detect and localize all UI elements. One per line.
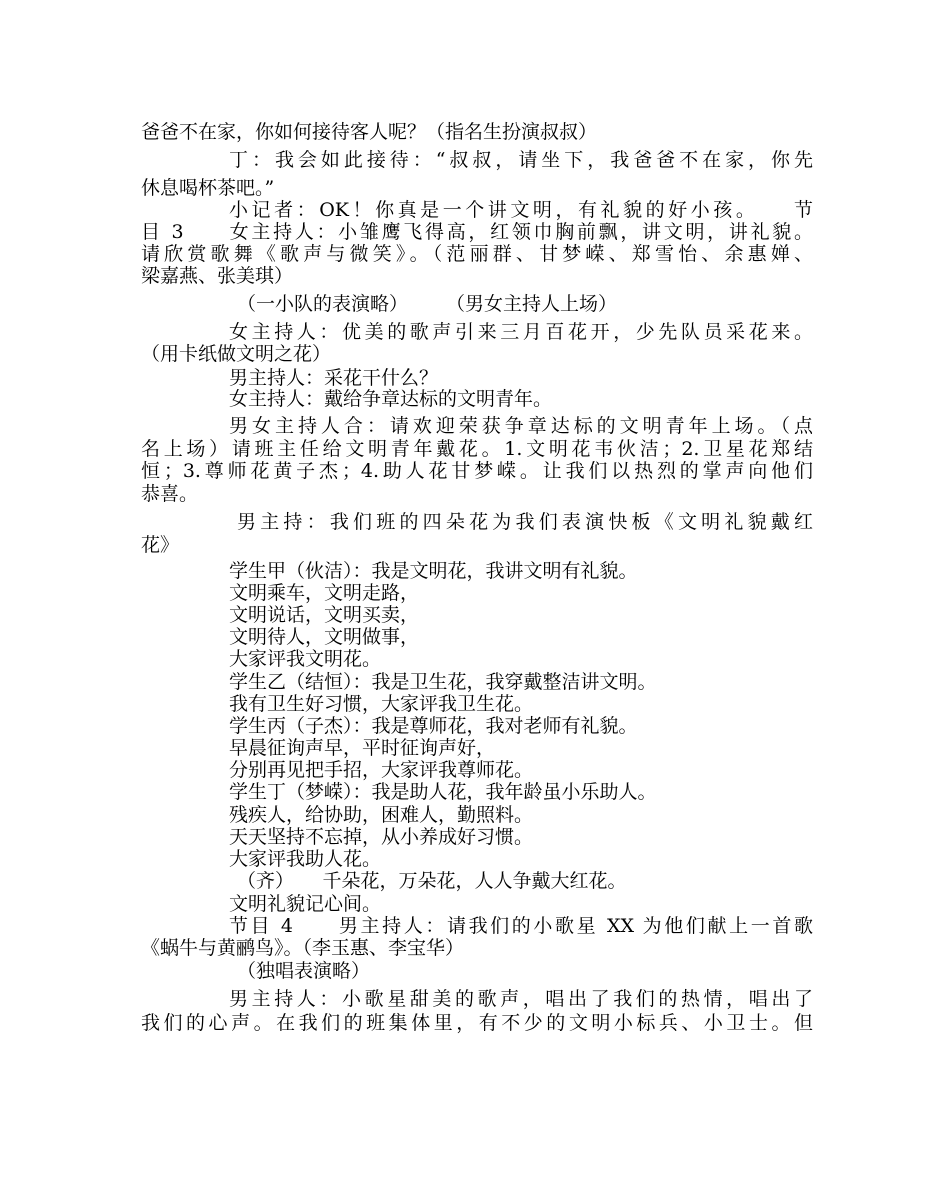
text-line: 恭喜。 bbox=[141, 483, 199, 505]
text-line: 学生丙（子杰）：我是尊师花，我对老师有礼貌。 bbox=[229, 715, 638, 737]
text-line: 休息喝杯茶吧。” bbox=[141, 177, 275, 199]
text-line: 爸爸不在家，你如何接待客人呢？（指名生扮演叔叔） bbox=[141, 121, 598, 143]
text-line: 名上场）请班主任给文明青年戴花。1.文明花韦伙洁；2.卫星花郑结 bbox=[141, 438, 813, 460]
text-line: 大家评我助人花。 bbox=[229, 848, 382, 870]
text-line: （用卡纸做文明之花） bbox=[141, 343, 332, 365]
text-line: 学生乙（结恒）：我是卫生花，我穿戴整洁讲文明。 bbox=[229, 671, 657, 693]
text-line: 男女主持人合：请欢迎荣获争章达标的文明青年上场。（点 bbox=[229, 415, 813, 437]
text-line: 目 3 女主持人：小雏鹰飞得高，红领巾胸前飘，讲文明，讲礼貌。 bbox=[141, 221, 813, 243]
text-line: 文明说话，文明买卖， bbox=[229, 604, 420, 626]
text-line: （一小队的表演略） （男女主持人上场） bbox=[237, 293, 618, 315]
text-line: 男主持：我们班的四朵花为我们表演快板《文明礼貌戴红 bbox=[237, 511, 813, 533]
text-line: 学生丁（梦嵘）：我是助人花，我年龄虽小乐助人。 bbox=[229, 781, 657, 803]
text-line: 男主持人：采花干什么？ bbox=[229, 367, 439, 389]
text-line: 《蜗牛与黄鹂鸟》。（李玉惠、李宝华） bbox=[141, 937, 465, 959]
text-line: （齐） 千朵花，万朵花，人人争戴大红花。 bbox=[237, 870, 627, 892]
text-line: 丁：我会如此接待：“叔叔，请坐下，我爸爸不在家，你先 bbox=[229, 149, 813, 171]
text-line: 花》 bbox=[141, 534, 180, 556]
text-line: 分别再见把手招，大家评我尊师花。 bbox=[229, 759, 534, 781]
text-line: 文明待人，文明做事， bbox=[229, 626, 420, 648]
text-line: 梁嘉燕、张美琪） bbox=[141, 265, 294, 287]
text-line: 恒；3.尊师花黄子杰；4.助人花甘梦嵘。让我们以热烈的掌声向他们 bbox=[141, 460, 813, 482]
text-line: 残疾人，给协助，困难人，勤照料。 bbox=[229, 804, 534, 826]
text-line: 早晨征询声早，平时征询声好， bbox=[229, 737, 496, 759]
text-line: 女主持人：戴给争章达标的文明青年。 bbox=[229, 388, 553, 410]
text-line: （独唱表演略） bbox=[237, 960, 371, 982]
text-line: 请欣赏歌舞《歌声与微笑》。（范丽群、甘梦嵘、郑雪怡、余惠婵、 bbox=[141, 243, 813, 265]
text-line: 大家评我文明花。 bbox=[229, 648, 382, 670]
text-line: 我有卫生好习惯，大家评我卫生花。 bbox=[229, 693, 534, 715]
text-line: 我们的心声。在我们的班集体里，有不少的文明小标兵、小卫士。但 bbox=[141, 1012, 813, 1034]
text-line: 女主持人：优美的歌声引来三月百花开，少先队员采花来。 bbox=[229, 321, 813, 343]
text-line: 男主持人：小歌星甜美的歌声，唱出了我们的热情，唱出了 bbox=[229, 988, 813, 1010]
text-line: 节目 4 男主持人：请我们的小歌星 XX 为他们献上一首歌 bbox=[229, 915, 813, 937]
text-line: 小记者：OK！你真是一个讲文明，有礼貌的好小孩。 节 bbox=[229, 199, 813, 221]
text-line: 文明乘车，文明走路， bbox=[229, 582, 420, 604]
text-line: 天天坚持不忘掉，从小养成好习惯。 bbox=[229, 826, 534, 848]
text-line: 学生甲（伙洁）：我是文明花，我讲文明有礼貌。 bbox=[229, 560, 638, 582]
text-line: 文明礼貌记心间。 bbox=[229, 893, 382, 915]
